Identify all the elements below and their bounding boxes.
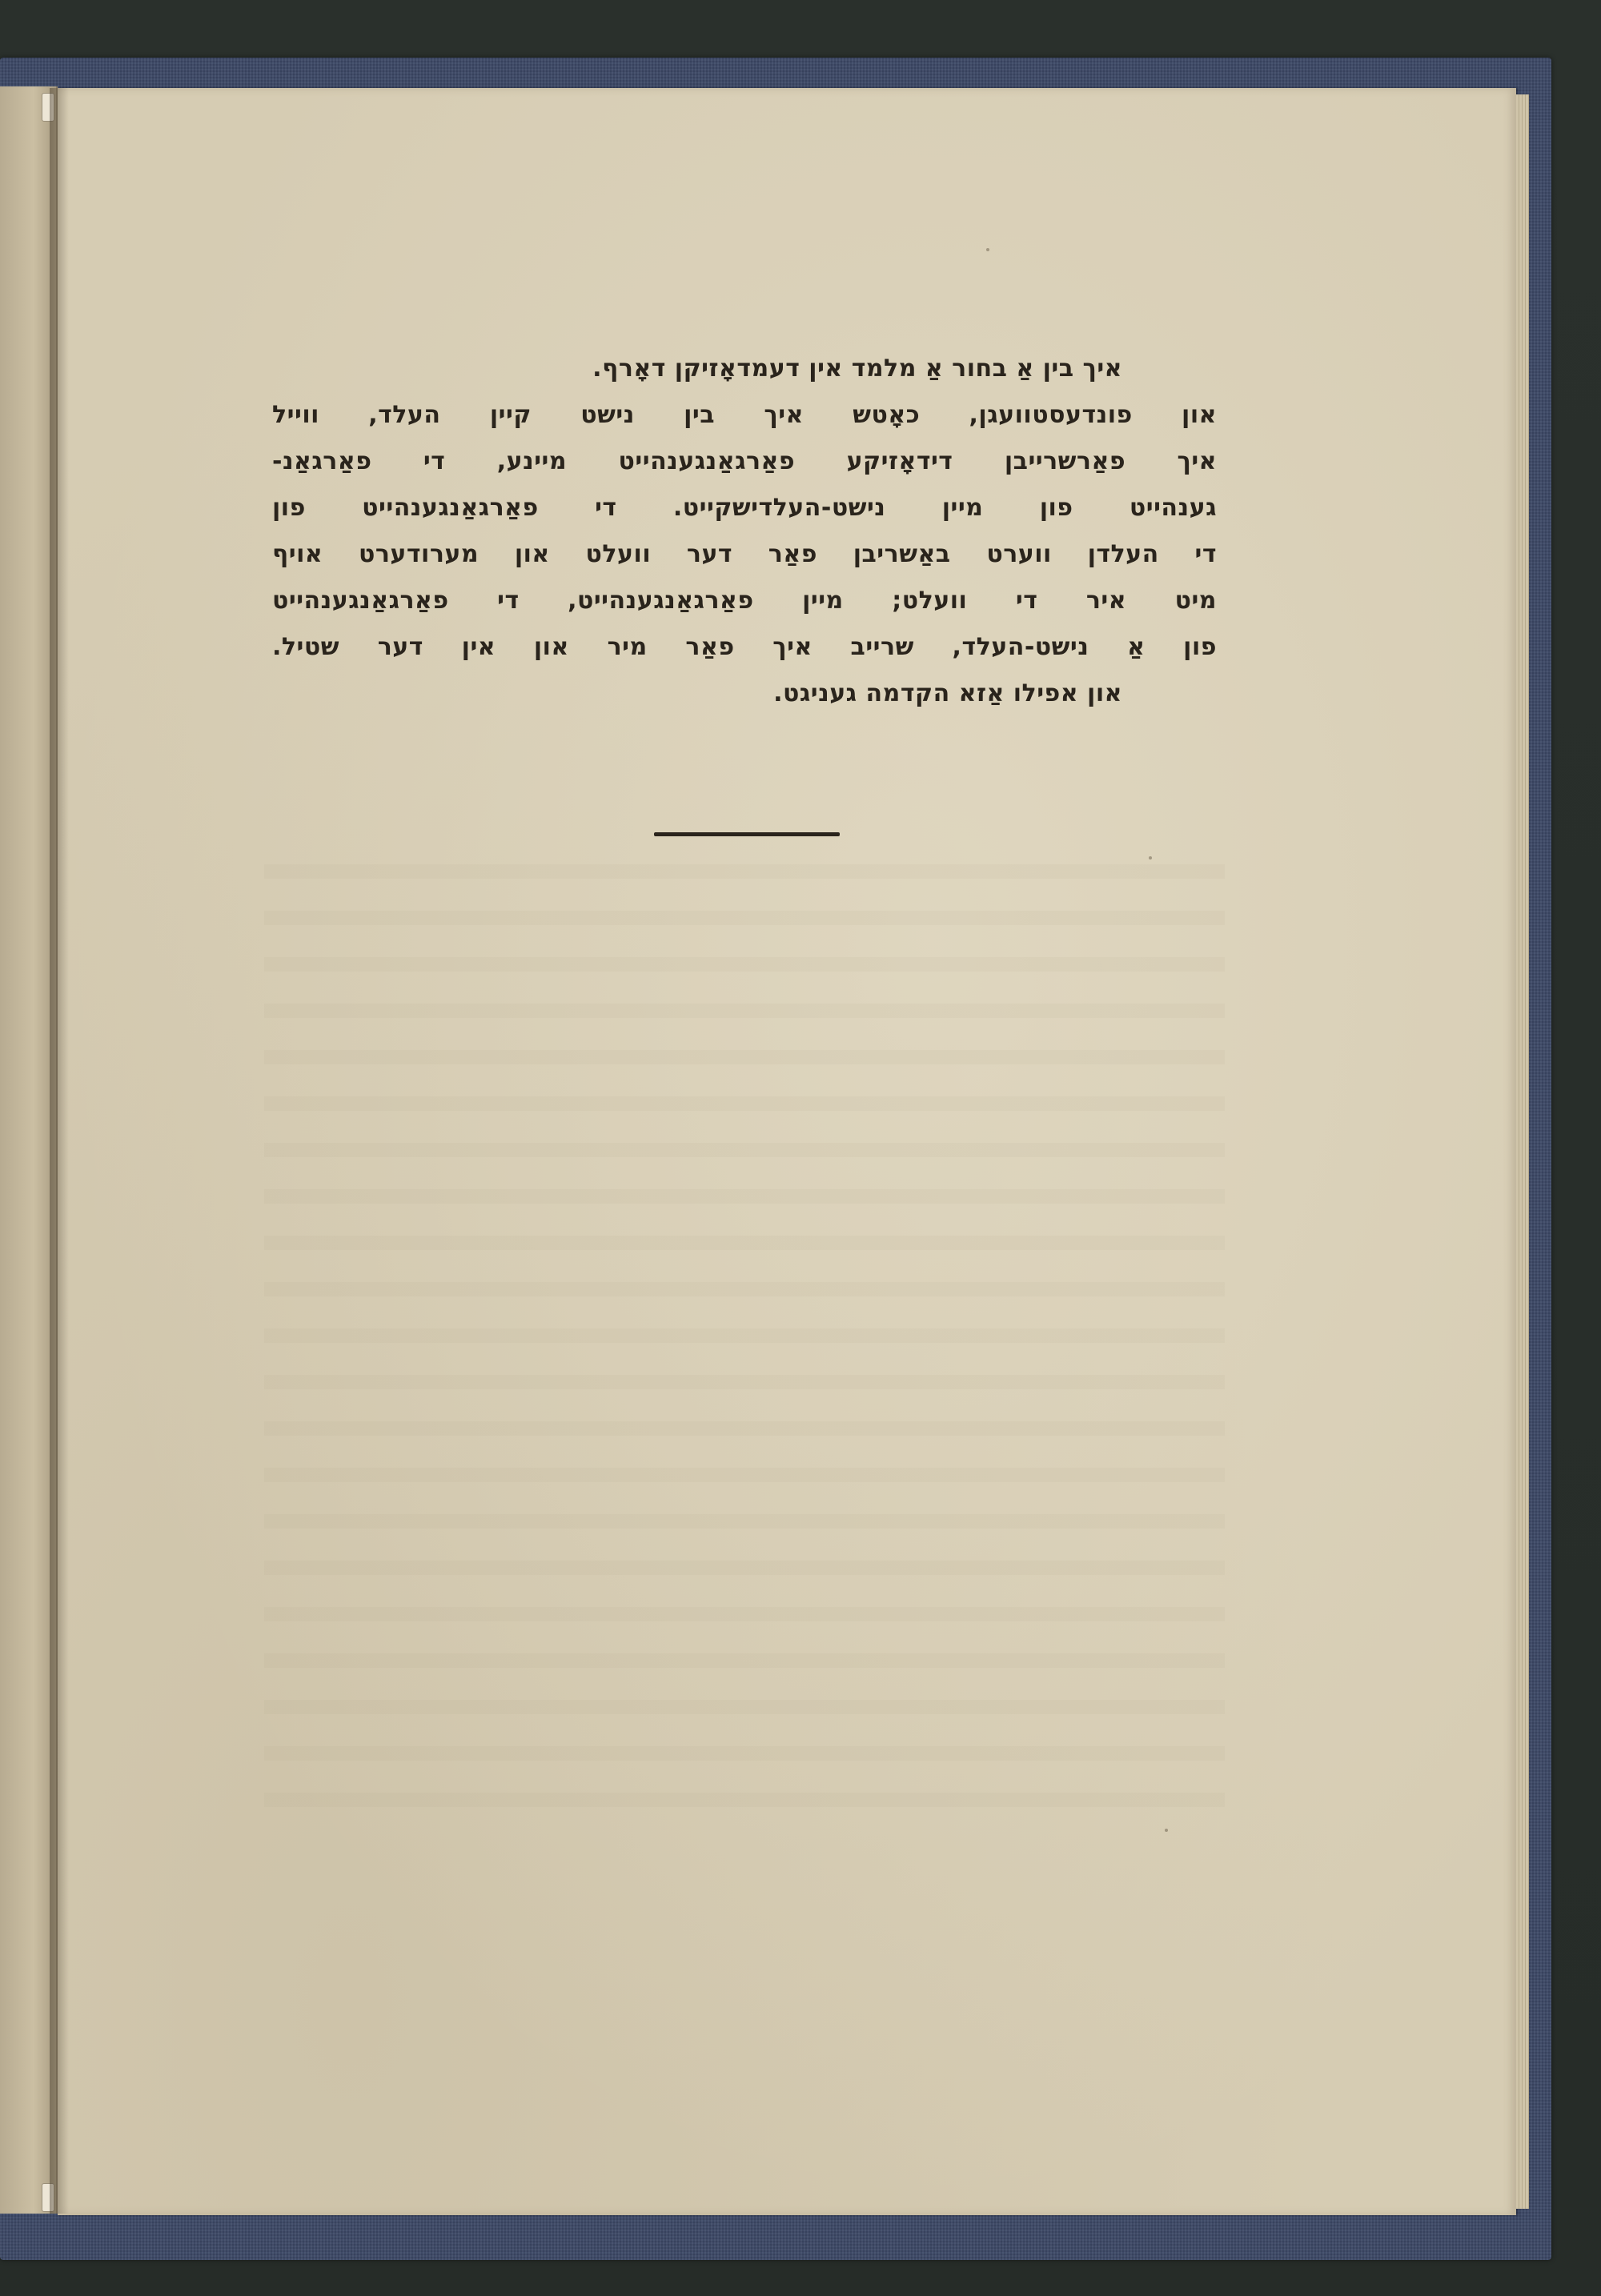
gutter-shadow [50, 88, 69, 2214]
section-divider [654, 832, 840, 836]
paper-speck [986, 248, 989, 251]
page-fore-edge [1516, 94, 1529, 2209]
text-line: מיט איר די וועלט; מיין פאַרגאַנגענהייט, די פאַרגאַנגענהייט [272, 587, 1217, 615]
text-line: און אפילו אַזא הקדמה געניגט. [773, 679, 1122, 707]
text-line: די העלדן ווערט באַשריבן פאַר דער וועלט און מערודערט אויף [272, 540, 1217, 568]
show-through [264, 864, 1225, 1825]
text-line: איך פאַרשרייבן דידאָזיקע פאַרגאַנגענהייט מיינע, די פאַרגאַנ- [272, 447, 1217, 475]
paper-speck [1165, 1829, 1168, 1832]
preface-paragraph [272, 346, 1217, 717]
text-line: גענהייט פון מיין נישט-העלדישקייט. די פאַרגאַנגענהייט פון [272, 494, 1217, 522]
text-line: פון אַ נישט-העלד, שרייב איך פאַר מיר און אין דער שטיל. [272, 633, 1217, 661]
text-line: און פונדעסטוועגן, כאָטש איך בין נישט קיין העלד, ווייל [272, 401, 1217, 429]
text-line: איך בין אַ בחור אַ מלמד אין דעמדאָזיקן דאָרף. [592, 355, 1122, 383]
paper-speck [1149, 856, 1152, 859]
